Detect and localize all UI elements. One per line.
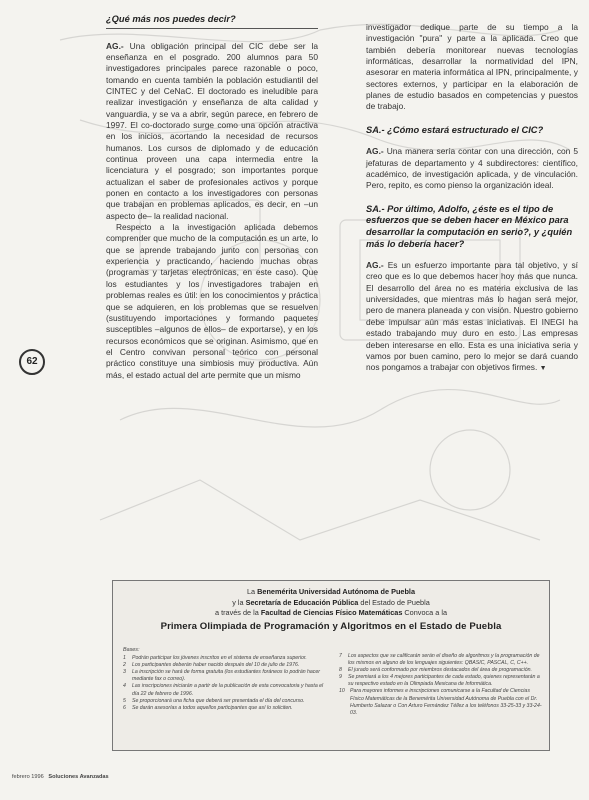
bases-list-right bbox=[339, 653, 543, 717]
announcement-headline: Primera Olimpiada de Programación y Algoritmos en el Estado de Puebla bbox=[160, 620, 502, 632]
continued-paragraph: investigador dedique parte de su tiempo a la investigación "pura" y parte a la aplicada. Creo que también debería monitorear nuevas tecnologías informáticas, desarrollar la normatividad del IPN, asesorar en materia informática al IPN, principalmente, y sectores externos, y participar en la elaboración de planes de estudio basados en competencias y puestos de trabajo. bbox=[366, 22, 578, 112]
answer-text: Es un esfuerzo importante para tal objetivo, y sí creo que es lo que debemos hacer hoy más que nunca. El desarrollo del área no es materia exclusiva de las universidades, que mientras más lo hagan será mejor, pero de manera planeada y con visión. Nuestro gobierno debe impulsar aún más estas iniciativas. El INEGI ha estado trabajando muy duro en esto. Las empresas deben interesarse en ello. Esta es una iniciativa seria y vamos por buen camino, pero lo mejor se dará cuando nos pongamos a trabajar con objetivos firmes. bbox=[366, 260, 579, 373]
question-heading-final: SA.- Por último, Adolfo, ¿éste es el tipo de esfuerzos que se deben hacer en México para desarrollar la computación en serio?, y ¿quién más lo debería hacer? bbox=[366, 203, 573, 249]
list-item: 1 Podrán participar los jóvenes inscritos en el sistema de enseñanza superior. bbox=[123, 655, 307, 662]
answer-paragraph-structure bbox=[366, 146, 578, 191]
answer-paragraph bbox=[106, 41, 318, 223]
page-number-badge: 62 bbox=[19, 349, 45, 375]
left-column bbox=[106, 14, 318, 381]
answer-text: Una manera sería contar con una dirección, con 5 jefaturas de departamento y 4 subdirectores: científico, académico, de investigación aplicada, y de vinculación. Pero, repito, es como pienso la organización ideal. bbox=[366, 146, 578, 191]
question-heading: ¿Qué más nos puedes decir? bbox=[106, 14, 318, 29]
list-item: 7 Los aspectos que se calificarán serán el diseño de algoritmos y la programación de los mismos en alguno de los lenguajes siguientes: QBASIC, PASCAL, C, C++. bbox=[339, 653, 540, 667]
intro-line-3: a través de la Facultad de Ciencias Físico Matemáticas Convoca a la bbox=[215, 608, 447, 618]
list-item: 8 El jurado será conformado por miembros destacados del área de programación. bbox=[339, 667, 532, 674]
footer-date: febrero 1996 bbox=[12, 774, 44, 780]
answer-text: Una obligación principal del CIC debe ser la enseñanza en el posgrado. 200 alumnos para 50 investigadores principales parece razonable o poco, tomando en cuenta también la población estudiantil del CINTEC y del CeNaC. El doctorado es ineludible para realizar investigación y enseñanza de alta calidad y vanguardia, y se va a abrir, según parece, en febrero de 1997. El co-doctorado surge como una opción atractiva en los inicios, acortando la necesidad de recursos humanos. Los cursos de diplomado y de educación continua proveen una capa intermedia entre la licenciatura y el posgrado; son importantes porque actualizan el saber de profesionales activos y porque ponen en contacto a los investigadores con personas que trabajan en problemas aplicados, es decir, en –un aspecto de– la realidad nacional. bbox=[106, 40, 318, 221]
list-item: 5 Se proporcionará una ficha que deberá ser presentada el día del concurso. bbox=[123, 697, 305, 704]
list-item: 9 Se premiará a los 4 mejores participantes de cada estado, quienes representarán a su respectivo estado en la Olimpiada Mexicana de Informática. bbox=[339, 674, 540, 688]
right-column bbox=[366, 22, 578, 375]
question-heading-structure: SA.- ¿Cómo estará estructurado el CIC? bbox=[366, 124, 544, 135]
intro-line-2: y la Secretaría de Educación Pública del Estado de Puebla bbox=[232, 597, 430, 607]
speaker-label: AG.- bbox=[106, 40, 124, 51]
list-item: 6 Se darán asesorías a todos aquellos participantes que así lo soliciten. bbox=[123, 704, 293, 711]
olympiad-announcement bbox=[112, 580, 550, 751]
bases-list-left bbox=[123, 647, 329, 712]
list-item: 10 Para mayores informes e inscripciones comunicarse a la Facultad de Ciencias Físico Matemáticas de la Benemérita Universidad Autónoma de Puebla con el Dr. Humberto Salazar o Con Arturo Fernández Téllez a los teléfonos 33-25-33 y 33-24-03. bbox=[339, 688, 542, 716]
list-item: 4 Las inscripciones iniciarán a partir de la publicación de esta convocatoria y hasta el día 22 de febrero de 1996. bbox=[123, 683, 324, 697]
footer-section: Soluciones Avanzadas bbox=[48, 774, 109, 780]
page-footer bbox=[12, 774, 109, 780]
announcement-intro bbox=[123, 587, 539, 619]
speaker-label: AG.- bbox=[366, 260, 384, 271]
intro-line-1: La Benemérita Universidad Autónoma de Puebla bbox=[246, 587, 416, 596]
answer-paragraph-final bbox=[366, 260, 578, 374]
bases-title: Bases: bbox=[123, 647, 140, 653]
list-item: 3 La inscripción se hará de forma gratuita (los estudiantes foráneos lo podrán hacer mediante fax o correo). bbox=[123, 669, 321, 683]
body-paragraph: Respecto a la investigación aplicada debemos comprender que mucho de la computación es un arte, lo que se aprende trabajando junto con personas con experiencia y practicando, haciendo muchas obras (programas y tarjetas electrónicas, en este caso). Que los estudiantes y los investigadores trabajen en problemas reales es útil: en los conocimientos y práctica que se adquieren, en los problemas que se resuelven (sustituyendo importaciones y formando paquetes susceptibles –algunos de ellos– de exportarse), y en los recursos económicos que se originan. Asimismo, que en el Centro convivan personal teórico con personal práctico constituye una simbiosis muy productiva. Aún más, el estado actual del arte permite que un mismo bbox=[106, 222, 318, 380]
speaker-label: AG.- bbox=[366, 146, 384, 157]
list-item: 2 Los participantes deberán haber nacido después del 10 de julio de 1976. bbox=[123, 662, 300, 669]
end-of-article-mark: ▼ bbox=[539, 365, 547, 373]
